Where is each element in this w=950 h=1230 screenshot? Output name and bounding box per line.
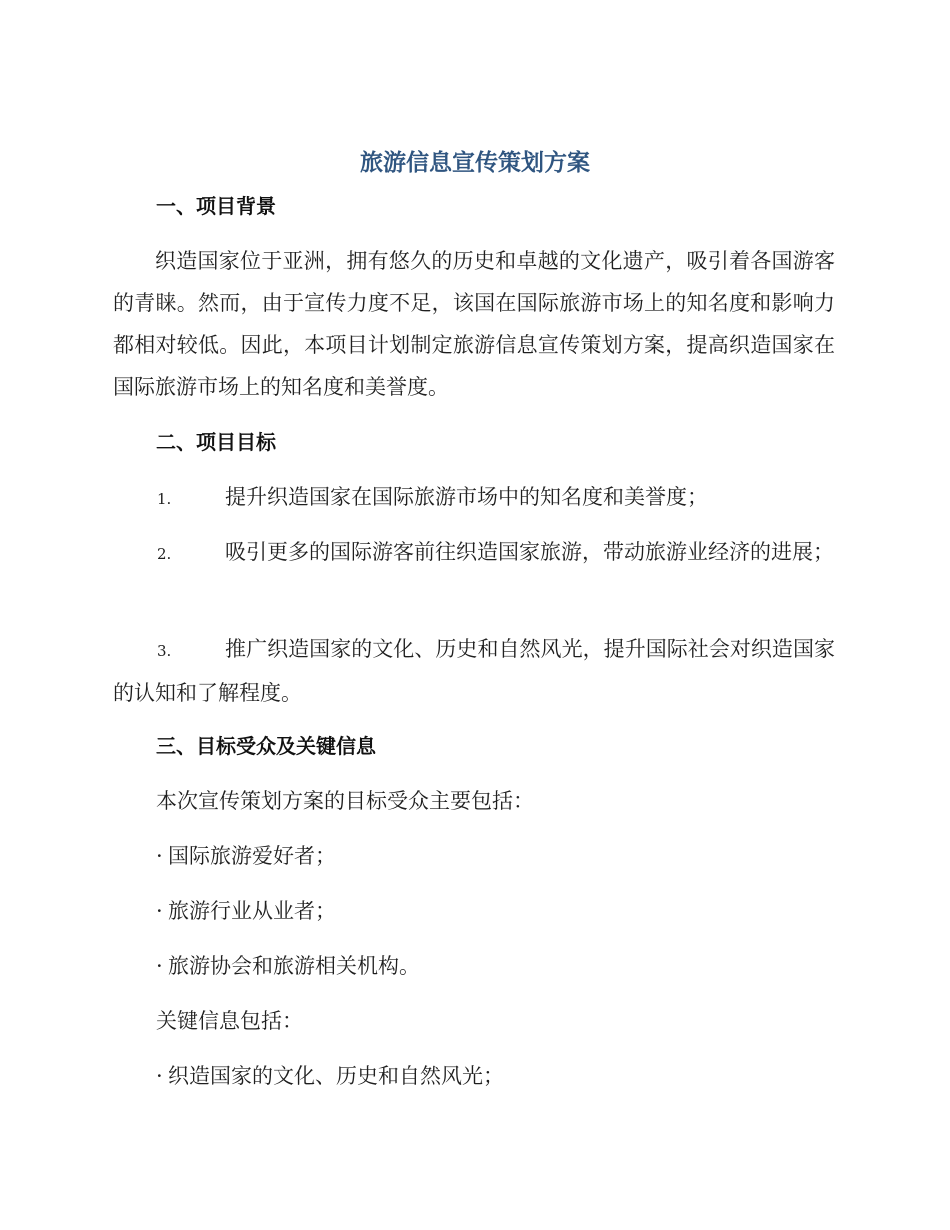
audience-item [156, 951, 420, 981]
bullet-dot: · [156, 1064, 163, 1088]
goal-text: 推广织造国家的文化、历史和自然风光，提升国际社会对织造国家的认知和了解程度。 [113, 637, 835, 705]
goal-number: 3. [157, 642, 172, 660]
goal-number: 1. [157, 490, 172, 508]
section-heading-audience: 三、目标受众及关键信息 [156, 734, 376, 758]
audience-item [156, 841, 336, 871]
audience-text: 国际旅游爱好者； [168, 844, 336, 868]
background-paragraph: 织造国家位于亚洲，拥有悠久的历史和卓越的文化遗产，吸引着各国游客的青睐。然而，由于宣传力度不足，该国在国际旅游市场上的知名度和影响力都相对较低。因此，本项目计划制定旅游信息宣传策划方案，提高织造国家在国际旅游市场上的知名度和美誉度。 [113, 249, 835, 399]
goal-text: 提升织造国家在国际旅游市场中的知名度和美誉度； [225, 485, 708, 509]
goal-item-3 [113, 628, 835, 714]
key-info-item [156, 1061, 504, 1091]
section-heading-background: 一、项目背景 [156, 194, 276, 218]
key-info-intro: 关键信息包括： [156, 1009, 303, 1033]
goal-item-1 [113, 476, 835, 520]
bullet-dot: · [156, 899, 163, 923]
section-heading-goals: 二、项目目标 [156, 430, 276, 454]
audience-item [156, 896, 336, 926]
goal-item-2 [113, 531, 835, 575]
document-title: 旅游信息宣传策划方案 [360, 150, 590, 176]
key-info-text: 织造国家的文化、历史和自然风光； [168, 1064, 504, 1088]
goal-text: 吸引更多的国际游客前往织造国家旅游，带动旅游业经济的进展； [225, 540, 834, 564]
goal-number: 2. [157, 545, 172, 563]
bullet-dot: · [156, 954, 163, 978]
audience-intro: 本次宣传策划方案的目标受众主要包括： [156, 789, 534, 813]
bullet-dot: · [156, 844, 163, 868]
audience-text: 旅游行业从业者； [168, 899, 336, 923]
audience-text: 旅游协会和旅游相关机构。 [168, 954, 420, 978]
